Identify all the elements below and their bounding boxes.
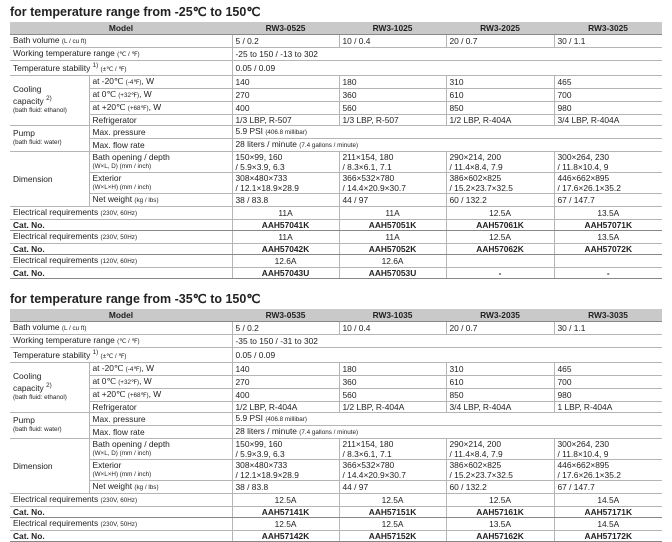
cell: 14.5A [597,518,620,529]
cell: 1/3 LBP, R-507 [232,114,339,125]
model-col: RW3-0525 [232,22,339,35]
section-2-title: for temperature range from -35℃ to 150℃ [10,291,261,306]
section-2 [0,291,672,542]
cell: 12.5A [339,517,446,530]
cat-number: AAH57072K [554,243,662,254]
cell: 290×214, 200 / 11.4×8.4, 7.9 [446,151,554,172]
dimension-group-label: Dimension [10,438,89,493]
sub-label: Bath opening / depth (W×L, D) (mm / inch) [89,438,232,459]
elec-row [10,206,662,219]
working-range-row [10,334,662,347]
elec-row [10,517,662,530]
row-label: Electrical requirements (230V, 50Hz) [10,517,232,530]
cell: 5.9 PSI (406.8 millibar) [235,125,307,136]
cell: 1/3 LBP, R-507 [339,114,446,125]
cat-number: - [554,267,662,278]
sub-label: Max. pressure [89,125,232,138]
cell: 610 [446,375,554,388]
cell: 13.5A [446,517,554,530]
pump-row [10,412,662,425]
sub-label: Refrigerator [89,114,232,125]
cell: 13.5A [597,231,620,242]
cell: 465 [557,363,572,374]
cell: 12.5A [232,517,339,530]
pump-group-label: Pump (bath fluid: water) [10,412,89,438]
cell: 30 / 1.1 [557,322,586,333]
cell: 300×264, 230 / 11.8×10.4, 9 [557,151,609,172]
cell: 308×480×733 / 12.1×18.9×28.9 [232,172,339,193]
pump-row [10,425,662,438]
bath-volume-row [10,321,662,334]
cat-row [10,219,662,230]
cat-number: AAH57152K [339,530,446,541]
row-label: Working temperature range (℃ / ℉) [10,334,232,347]
cell: 44 / 97 [339,480,446,493]
cat-number: AAH57043U [232,267,339,278]
cooling-row [10,88,662,101]
cell: 12.6A [339,254,446,267]
cell: 150×99, 160 / 5.9×3.9, 6.3 [232,438,339,459]
cell: 20 / 0.7 [446,35,554,48]
cell: 12.5A [446,230,554,243]
cat-number: - [446,267,554,278]
cell: 0.05 / 0.09 [235,349,276,360]
cell: 310 [446,362,554,375]
model-col: RW3-3035 [554,309,662,322]
cooling-row [10,388,662,401]
cell: 30 / 1.1 [557,36,586,46]
model-col: RW3-3025 [554,22,662,35]
sub-label: Max. flow rate [89,138,232,151]
sub-label: Max. pressure [89,412,232,425]
cell: 12.5A [232,493,339,506]
cell: 0.05 / 0.09 [235,62,276,73]
cat-row [10,506,662,517]
cell: 366×532×780 / 14.4×20.9×30.7 [339,172,446,193]
sub-label: Exterior (W×L×H) (mm / inch) [89,459,232,480]
cooling-row [10,75,662,88]
cat-row [10,530,662,541]
cat-number: AAH57151K [339,506,446,517]
cell: 60 / 132.2 [446,193,554,206]
row-label: Electrical requirements (230V, 60Hz) [10,206,232,219]
spec-table-1 [10,22,662,279]
row-label: Cat. No. [10,219,232,230]
cat-number: AAH57053U [339,267,446,278]
section-1 [0,4,672,279]
dimension-row [10,459,662,480]
cell: 44 / 97 [339,193,446,206]
elec-row [10,230,662,243]
row-label: Bath volume (L / cu ft) [10,35,232,48]
cell: 12.5A [446,206,554,219]
cell: 270 [232,88,339,101]
sub-label: Exterior (W×L×H) (mm / inch) [89,172,232,193]
cell: 850 [446,388,554,401]
model-col: RW3-1035 [339,309,446,322]
section-1-title: for temperature range from -25℃ to 150℃ [10,5,261,19]
dimension-row [10,151,662,172]
cell: 366×532×780 / 14.4×20.9×30.7 [339,459,446,480]
cell: 5 / 0.2 [232,35,339,48]
cell: 211×154, 180 / 8.3×6.1, 7.1 [339,151,446,172]
spec-table-2 [10,309,662,542]
stability-row [10,347,662,362]
cell [446,254,554,267]
row-label: Bath volume (L / cu ft) [10,321,232,334]
cell: 1/2 LBP, R-404A [232,401,339,412]
cell: 20 / 0.7 [446,321,554,334]
row-label: Temperature stability $^{1)}$ (±℃ / ℉) [10,61,232,76]
row-label: Temperature stability $^{1)}$ (±℃ / ℉) [10,347,232,362]
cell: 5 / 0.2 [232,321,339,334]
cat-number: AAH57172K [554,530,662,541]
header-row [10,22,662,35]
working-range-row [10,48,662,61]
cooling-row [10,375,662,388]
model-col: RW3-2035 [446,309,554,322]
cooling-row [10,362,662,375]
cell: 14.5A [597,494,620,505]
dimension-row [10,480,662,493]
cell: 386×602×825 / 15.2×23.7×32.5 [446,172,554,193]
cell: 1/2 LBP, R-404A [446,114,554,125]
dimension-row [10,172,662,193]
cell: 11A [339,230,446,243]
cat-number: AAH57062K [446,243,554,254]
cat-number: AAH57061K [446,219,554,230]
sub-label: at 0℃ (+32℉), W [89,375,232,388]
cell: 310 [446,75,554,88]
model-col: RW3-1025 [339,22,446,35]
cat-number: AAH57162K [446,530,554,541]
refrigerator-row [10,401,662,412]
sub-label: at -20℃ (-4℉), W [89,362,232,375]
cat-row [10,243,662,254]
sub-label: Refrigerator [89,401,232,412]
cell: 13.5A [597,207,620,218]
cell: 400 [232,101,339,114]
cell: -25 to 150 / -13 to 302 [235,49,318,59]
cell: 3/4 LBP, R-404A [557,114,620,125]
cell: 150×99, 160 / 5.9×3.9, 6.3 [232,151,339,172]
cat-number: AAH57141K [232,506,339,517]
cat-number: AAH57142K [232,530,339,541]
cell: 28 liters / minute (7.4 gallons / minute) [235,138,359,149]
cell: 60 / 132.2 [446,480,554,493]
cell: 1 LBP, R-404A [557,401,613,412]
sub-label: at 0℃ (+32℉), W [89,88,232,101]
row-label: Cat. No. [10,267,232,278]
cell: 11A [232,206,339,219]
cell: 300×264, 230 / 11.8×10.4, 9 [557,438,609,459]
sub-label: Net weight (kg / lbs) [89,480,232,493]
row-label: Electrical requirements (120V, 60Hz) [10,254,232,267]
cell: 360 [339,375,446,388]
cell: 560 [339,388,446,401]
sub-label: Net weight (kg / lbs) [89,193,232,206]
cell: 400 [232,388,339,401]
cell: 270 [232,375,339,388]
cell: 446×662×895 / 17.6×26.1×35.2 [557,459,621,480]
pump-row [10,125,662,138]
cell: 386×602×825 / 15.2×23.7×32.5 [446,459,554,480]
cell: 465 [557,76,572,87]
cat-number: AAH57051K [339,219,446,230]
cell: 140 [232,362,339,375]
cell: 700 [557,89,572,100]
pump-row [10,138,662,151]
cell: 290×214, 200 / 11.4×8.4, 7.9 [446,438,554,459]
cell [554,254,662,267]
cat-number: AAH57052K [339,243,446,254]
row-label: Cat. No. [10,243,232,254]
model-col: RW3-2025 [446,22,554,35]
model-header: Model [10,22,232,35]
cell: 610 [446,88,554,101]
cell: 446×662×895 / 17.6×26.1×35.2 [557,172,621,193]
cell: -35 to 150 / -31 to 302 [235,335,318,346]
cell: 700 [557,376,572,387]
cell: 10 / 0.4 [339,35,446,48]
cell: 38 / 83.8 [232,193,339,206]
cell: 11A [339,206,446,219]
dimension-row [10,438,662,459]
cooling-group-label: Cooling capacity $^{2)}$ (bath fluid: ethanol) [10,75,89,125]
cell: 10 / 0.4 [339,321,446,334]
sub-label: Max. flow rate [89,425,232,438]
dimension-group-label: Dimension [10,151,89,206]
elec-row [10,254,662,267]
model-col: RW3-0535 [232,309,339,322]
cell: 980 [557,102,572,113]
cell: 67 / 147.7 [557,481,595,492]
cat-number: AAH57071K [554,219,662,230]
dimension-row [10,193,662,206]
cell: 5.9 PSI (406.8 millibar) [235,412,307,423]
cat-number: AAH57042K [232,243,339,254]
header-row [10,309,662,322]
cell: 67 / 147.7 [557,194,595,205]
row-label: Electrical requirements (230V, 60Hz) [10,493,232,506]
cell: 3/4 LBP, R-404A [446,401,554,412]
sub-label: at -20℃ (-4℉), W [89,75,232,88]
bath-volume-row [10,35,662,48]
row-label: Cat. No. [10,506,232,517]
sub-label: at +20℃ (+68℉), W [89,101,232,114]
cell: 180 [339,75,446,88]
cell: 28 liters / minute (7.4 gallons / minute) [235,425,359,436]
cell: 980 [557,389,572,400]
cell: 12.5A [446,493,554,506]
sub-label: Bath opening / depth (W×L, D) (mm / inch) [89,151,232,172]
cell: 560 [339,101,446,114]
cell: 360 [339,88,446,101]
refrigerator-row [10,114,662,125]
cooling-row [10,101,662,114]
cell: 12.6A [232,254,339,267]
cat-number: AAH57171K [554,506,662,517]
row-label: Cat. No. [10,530,232,541]
cell: 38 / 83.8 [232,480,339,493]
cell: 308×480×733 / 12.1×18.9×28.9 [232,459,339,480]
cell: 211×154, 180 / 8.3×6.1, 7.1 [339,438,446,459]
model-header: Model [10,309,232,322]
sub-label: at +20℃ (+68℉), W [89,388,232,401]
row-label: Working temperature range (℃ / ℉) [10,48,232,61]
cat-number: AAH57041K [232,219,339,230]
cooling-group-label: Cooling capacity $^{2)}$ (bath fluid: ethanol) [10,362,89,412]
elec-row [10,493,662,506]
pump-group-label: Pump (bath fluid: water) [10,125,89,151]
cell: 850 [446,101,554,114]
cat-row [10,267,662,278]
cell: 12.5A [339,493,446,506]
row-label: Electrical requirements (230V, 50Hz) [10,230,232,243]
cell: 11A [232,230,339,243]
cell: 180 [339,362,446,375]
stability-row [10,61,662,76]
cell: 1/2 LBP, R-404A [339,401,446,412]
cat-number: AAH57161K [446,506,554,517]
cell: 140 [232,75,339,88]
